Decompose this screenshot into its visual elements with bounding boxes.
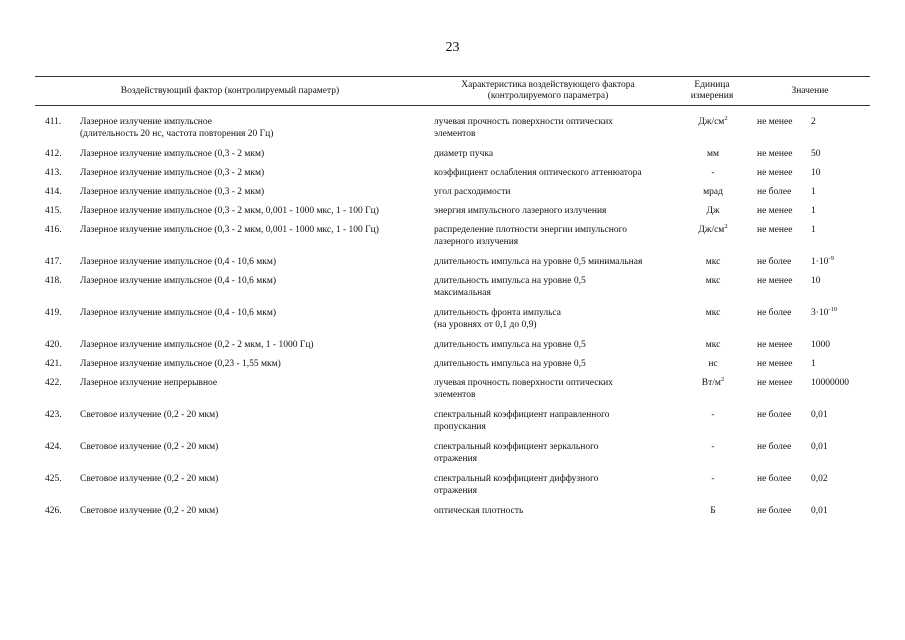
row-comparison: не менее bbox=[757, 340, 793, 350]
row-factor: Лазерное излучение импульсное (0,3 - 2 мкм) bbox=[80, 168, 265, 178]
row-comparison: не менее bbox=[757, 206, 793, 216]
row-number: 419. bbox=[45, 308, 62, 318]
row-characteristic: угол расходимости bbox=[434, 187, 511, 197]
row-value bbox=[811, 378, 871, 390]
row-number: 423. bbox=[45, 410, 62, 420]
row-unit bbox=[681, 114, 745, 129]
row-characteristic: диаметр пучка bbox=[434, 149, 494, 159]
row-value bbox=[811, 187, 871, 199]
row-factor: Лазерное излучение импульсное (длительность 20 нс, частота повторения 20 Гц) bbox=[80, 117, 274, 139]
row-unit-text: мм bbox=[706, 149, 720, 159]
row-value-text: 1 bbox=[811, 225, 816, 235]
row-number: 420. bbox=[45, 340, 62, 350]
row-unit-text: мкс bbox=[705, 340, 721, 350]
row-unit-text: Вт/м bbox=[701, 378, 721, 388]
row-factor: Лазерное излучение импульсное (0,23 - 1,55 мкм) bbox=[80, 359, 281, 369]
row-comparison: не более bbox=[757, 410, 792, 420]
table-row bbox=[0, 410, 905, 442]
table-row bbox=[0, 114, 905, 149]
row-factor: Лазерное излучение импульсное (0,3 - 2 мкм, 0,001 - 1000 мкс, 1 - 100 Гц) bbox=[80, 225, 379, 235]
row-comparison: не более bbox=[757, 442, 792, 452]
row-value-text: 0,01 bbox=[811, 410, 828, 420]
row-characteristic: длительность импульса на уровне 0,5 bbox=[434, 340, 586, 350]
row-number: 417. bbox=[45, 257, 62, 267]
row-characteristic: длительность импульса на уровне 0,5 минимальная bbox=[434, 257, 643, 267]
row-factor: Лазерное излучение импульсное (0,4 - 10,6 мкм) bbox=[80, 257, 277, 267]
row-number: 411. bbox=[45, 117, 62, 127]
row-unit-text: - bbox=[711, 474, 715, 484]
row-value-text: 0,01 bbox=[811, 442, 828, 452]
row-value bbox=[811, 474, 871, 486]
row-factor: Лазерное излучение импульсное (0,4 - 10,6 мкм) bbox=[80, 308, 277, 318]
row-value-text: 10000000 bbox=[811, 378, 849, 388]
row-unit bbox=[681, 168, 745, 180]
row-comparison: не менее bbox=[757, 276, 793, 286]
row-value bbox=[811, 340, 871, 352]
row-characteristic: длительность импульса на уровне 0,5 bbox=[434, 359, 586, 369]
row-factor: Лазерное излучение импульсное (0,3 - 2 мкм, 0,001 - 1000 мкс, 1 - 100 Гц) bbox=[80, 206, 379, 216]
row-comparison: не менее bbox=[757, 149, 793, 159]
page-number: 23 bbox=[445, 40, 460, 55]
row-factor: Световое излучение (0,2 - 20 мкм) bbox=[80, 474, 219, 484]
row-unit bbox=[681, 375, 745, 390]
row-unit-exponent: 2 bbox=[724, 114, 728, 122]
table-row bbox=[0, 254, 905, 276]
row-number: 425. bbox=[45, 474, 62, 484]
row-value bbox=[811, 168, 871, 180]
row-characteristic: спектральный коэффициент направленного пропускания bbox=[434, 410, 610, 432]
row-value bbox=[811, 117, 871, 129]
row-unit bbox=[681, 340, 745, 352]
row-value-text: 1 bbox=[811, 359, 816, 369]
row-number: 426. bbox=[45, 506, 62, 516]
row-factor: Лазерное излучение непрерывное bbox=[80, 378, 218, 388]
row-unit bbox=[681, 257, 745, 269]
row-value bbox=[811, 225, 871, 237]
row-characteristic: энергия импульсного лазерного излучения bbox=[434, 206, 607, 216]
row-value-text: 1·10 bbox=[811, 257, 829, 267]
row-number: 424. bbox=[45, 442, 62, 452]
row-unit-text: Дж bbox=[706, 206, 720, 216]
row-value-text: 2 bbox=[811, 117, 816, 127]
row-characteristic: длительность импульса на уровне 0,5 максимальная bbox=[434, 276, 586, 298]
table-row bbox=[0, 442, 905, 474]
row-characteristic: распределение плотности энергии импульсного лазерного излучения bbox=[434, 225, 627, 247]
row-comparison: не более bbox=[757, 506, 792, 516]
header-factor: Воздействующий фактор (контролируемый параметр) bbox=[120, 85, 340, 96]
row-unit bbox=[681, 359, 745, 371]
row-value bbox=[811, 254, 871, 269]
row-value-text: 1000 bbox=[811, 340, 830, 350]
row-unit bbox=[681, 410, 745, 422]
row-number: 418. bbox=[45, 276, 62, 286]
row-unit-text: - bbox=[711, 410, 715, 420]
row-value-exponent: -9 bbox=[828, 254, 834, 262]
table-row bbox=[0, 276, 905, 308]
row-comparison: не менее bbox=[757, 225, 793, 235]
row-value bbox=[811, 506, 871, 518]
row-number: 412. bbox=[45, 149, 62, 159]
row-value bbox=[811, 276, 871, 288]
table-row bbox=[0, 187, 905, 206]
row-unit-text: мкс bbox=[705, 308, 721, 318]
row-unit bbox=[681, 506, 745, 518]
row-value-text: 10 bbox=[811, 276, 821, 286]
row-unit-text: мкс bbox=[705, 276, 721, 286]
row-factor: Лазерное излучение импульсное (0,2 - 2 мкм, 1 - 1000 Гц) bbox=[80, 340, 314, 350]
header-unit: Единица измерения bbox=[690, 80, 734, 101]
table-row bbox=[0, 506, 905, 525]
row-number: 422. bbox=[45, 378, 62, 388]
table-row bbox=[0, 474, 905, 506]
row-comparison: не более bbox=[757, 187, 792, 197]
row-factor: Световое излучение (0,2 - 20 мкм) bbox=[80, 410, 219, 420]
row-factor: Световое излучение (0,2 - 20 мкм) bbox=[80, 506, 219, 516]
row-comparison: не менее bbox=[757, 117, 793, 127]
row-value-text: 10 bbox=[811, 168, 821, 178]
table-row bbox=[0, 168, 905, 187]
row-value-exponent: -10 bbox=[828, 305, 838, 313]
row-value bbox=[811, 410, 871, 422]
row-factor: Лазерное излучение импульсное (0,3 - 2 мкм) bbox=[80, 149, 265, 159]
table-row bbox=[0, 340, 905, 359]
row-unit bbox=[681, 149, 745, 161]
row-characteristic: лучевая прочность поверхности оптических элементов bbox=[434, 117, 613, 139]
row-value bbox=[811, 149, 871, 161]
row-unit-exponent: 2 bbox=[724, 222, 728, 230]
row-unit-text: нс bbox=[708, 359, 718, 369]
row-unit-exponent: 2 bbox=[720, 375, 725, 383]
row-unit bbox=[681, 206, 745, 218]
row-comparison: не менее bbox=[757, 168, 793, 178]
row-comparison: не более bbox=[757, 474, 792, 484]
table-row bbox=[0, 375, 905, 410]
row-value-text: 0,02 bbox=[811, 474, 828, 484]
table-header-rule bbox=[35, 105, 870, 106]
header-value: Значение bbox=[791, 85, 829, 96]
row-unit bbox=[681, 474, 745, 486]
row-comparison: не более bbox=[757, 257, 792, 267]
table-row bbox=[0, 206, 905, 225]
row-number: 415. bbox=[45, 206, 62, 216]
row-factor: Световое излучение (0,2 - 20 мкм) bbox=[80, 442, 219, 452]
row-characteristic: лучевая прочность поверхности оптических элементов bbox=[434, 378, 613, 400]
row-comparison: не менее bbox=[757, 359, 793, 369]
row-value bbox=[811, 206, 871, 218]
row-unit bbox=[681, 222, 745, 237]
table-body bbox=[0, 114, 905, 525]
row-value-text: 50 bbox=[811, 149, 821, 159]
row-unit-text: мрад bbox=[703, 187, 723, 197]
row-unit-text: Дж/см bbox=[698, 225, 725, 235]
row-value-text: 1 bbox=[811, 187, 816, 197]
row-characteristic: длительность фронта импульса (на уровнях от 0,1 до 0,9) bbox=[434, 308, 561, 330]
row-unit-text: - bbox=[711, 168, 715, 178]
row-comparison: не менее bbox=[757, 378, 793, 388]
row-value bbox=[811, 442, 871, 454]
table-row bbox=[0, 222, 905, 257]
row-unit-text: - bbox=[711, 442, 715, 452]
row-characteristic: спектральный коэффициент зеркального отражения bbox=[434, 442, 599, 464]
row-unit bbox=[681, 276, 745, 288]
table-row bbox=[0, 149, 905, 168]
row-number: 416. bbox=[45, 225, 62, 235]
row-characteristic: оптическая плотность bbox=[434, 506, 524, 516]
row-unit-text: Дж/см bbox=[698, 117, 725, 127]
row-value bbox=[811, 305, 871, 320]
table-row bbox=[0, 359, 905, 378]
row-factor: Лазерное излучение импульсное (0,3 - 2 мкм) bbox=[80, 187, 265, 197]
row-unit-text: мкс bbox=[705, 257, 721, 267]
row-unit bbox=[681, 308, 745, 320]
row-unit bbox=[681, 187, 745, 199]
row-unit-text: Б bbox=[710, 506, 716, 516]
row-characteristic: спектральный коэффициент диффузного отражения bbox=[434, 474, 599, 496]
header-characteristic: Характеристика воздействующего фактора (контролируемого параметра) bbox=[461, 80, 635, 101]
row-unit bbox=[681, 442, 745, 454]
row-comparison: не более bbox=[757, 308, 792, 318]
row-value-text: 0,01 bbox=[811, 506, 828, 516]
row-value-text: 3·10 bbox=[811, 308, 829, 318]
row-number: 421. bbox=[45, 359, 62, 369]
row-characteristic: коэффициент ослабления оптического аттенюатора bbox=[434, 168, 642, 178]
row-factor: Лазерное излучение импульсное (0,4 - 10,6 мкм) bbox=[80, 276, 277, 286]
table-row bbox=[0, 305, 905, 340]
row-number: 414. bbox=[45, 187, 62, 197]
row-value bbox=[811, 359, 871, 371]
row-value-text: 1 bbox=[811, 206, 816, 216]
row-number: 413. bbox=[45, 168, 62, 178]
